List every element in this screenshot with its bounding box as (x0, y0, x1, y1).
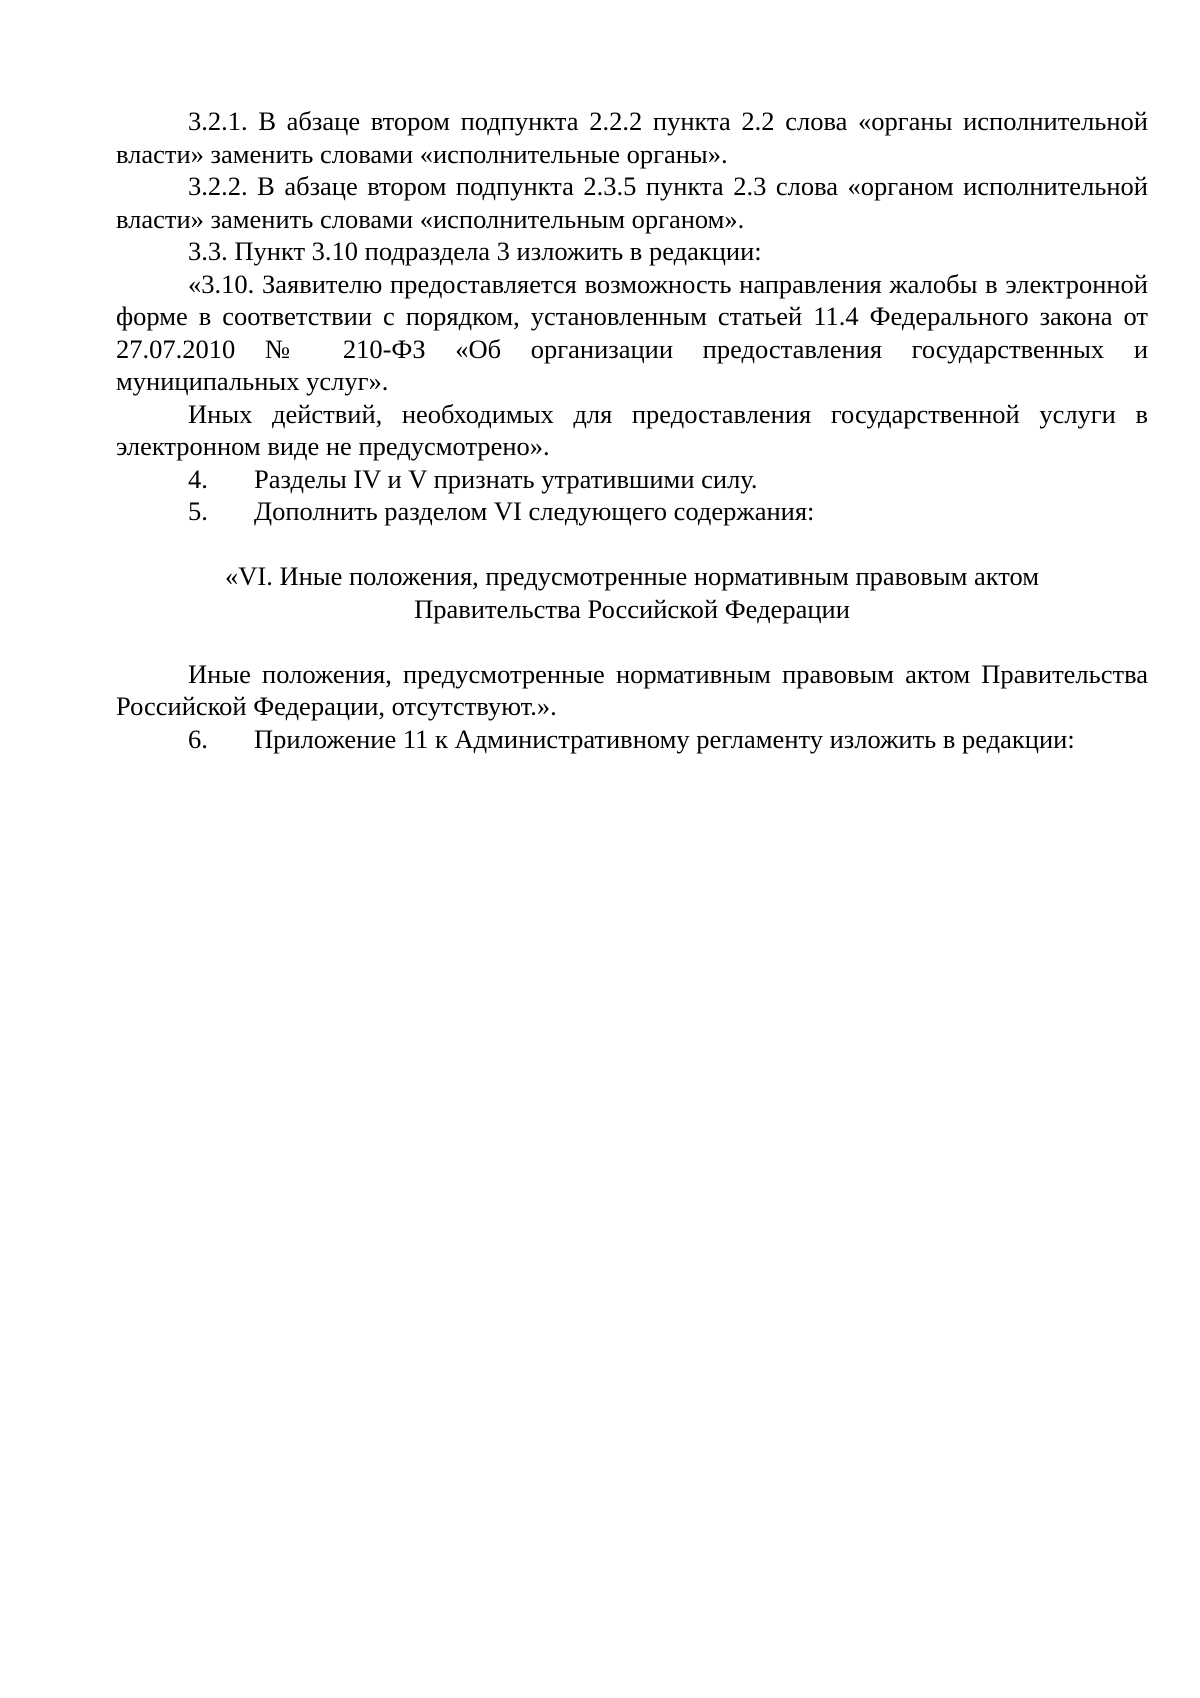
list-item-6-text: Приложение 11 к Административному регламенту изложить в редакции: (254, 723, 1075, 754)
paragraph-3-3: 3.3. Пункт 3.10 подраздела 3 изложить в редакции: (188, 236, 762, 266)
section-heading-line-2: Правительства Российской Федерации (414, 593, 850, 624)
list-item-6-number: 6. (188, 723, 208, 754)
paragraph-other-provisions: Иные положения, предусмотренные нормативным правовым актом Правительства Российской Федерации, отсутствуют.». (116, 658, 1148, 721)
spacer (116, 528, 1148, 561)
list-item-5-number: 5. (188, 496, 208, 526)
list-item-4-text: Разделы IV и V признать утратившими силу. (254, 463, 758, 494)
section-heading-line-1: «VI. Иные положения, предусмотренные нормативным правовым актом (225, 561, 1039, 591)
paragraph-3-2-2: 3.2.2. В абзаце втором подпункта 2.3.5 пункта 2.3 слова «органом исполнительной власти» заменить словами «исполнительным органом». (116, 171, 1148, 234)
paragraph-other-actions: Иных действий, необходимых для предоставления государственной услуги в электронном виде не предусмотрено». (116, 398, 1148, 461)
list-item-5 (116, 495, 1148, 528)
paragraph-3-2-1: 3.2.1. В абзаце втором подпункта 2.2.2 пункта 2.2 слова «органы исполнительной власти» заменить словами «исполнительные органы». (116, 106, 1148, 169)
paragraph-3-10: «3.10. Заявителю предоставляется возможность направления жалобы в электронной форме в соответствии с порядком, установленным статьей 11.4 Федерального закона от 27.07.2010 № 210-ФЗ «Об организации предоставления государственных и муниципальных услуг». (116, 268, 1148, 396)
spacer (116, 625, 1148, 658)
document-page (116, 105, 1148, 755)
list-item-6 (116, 723, 1148, 756)
list-item-4 (116, 463, 1148, 496)
list-item-5-text: Дополнить разделом VI следующего содержания: (254, 496, 815, 526)
list-item-4-number: 4. (188, 463, 208, 494)
